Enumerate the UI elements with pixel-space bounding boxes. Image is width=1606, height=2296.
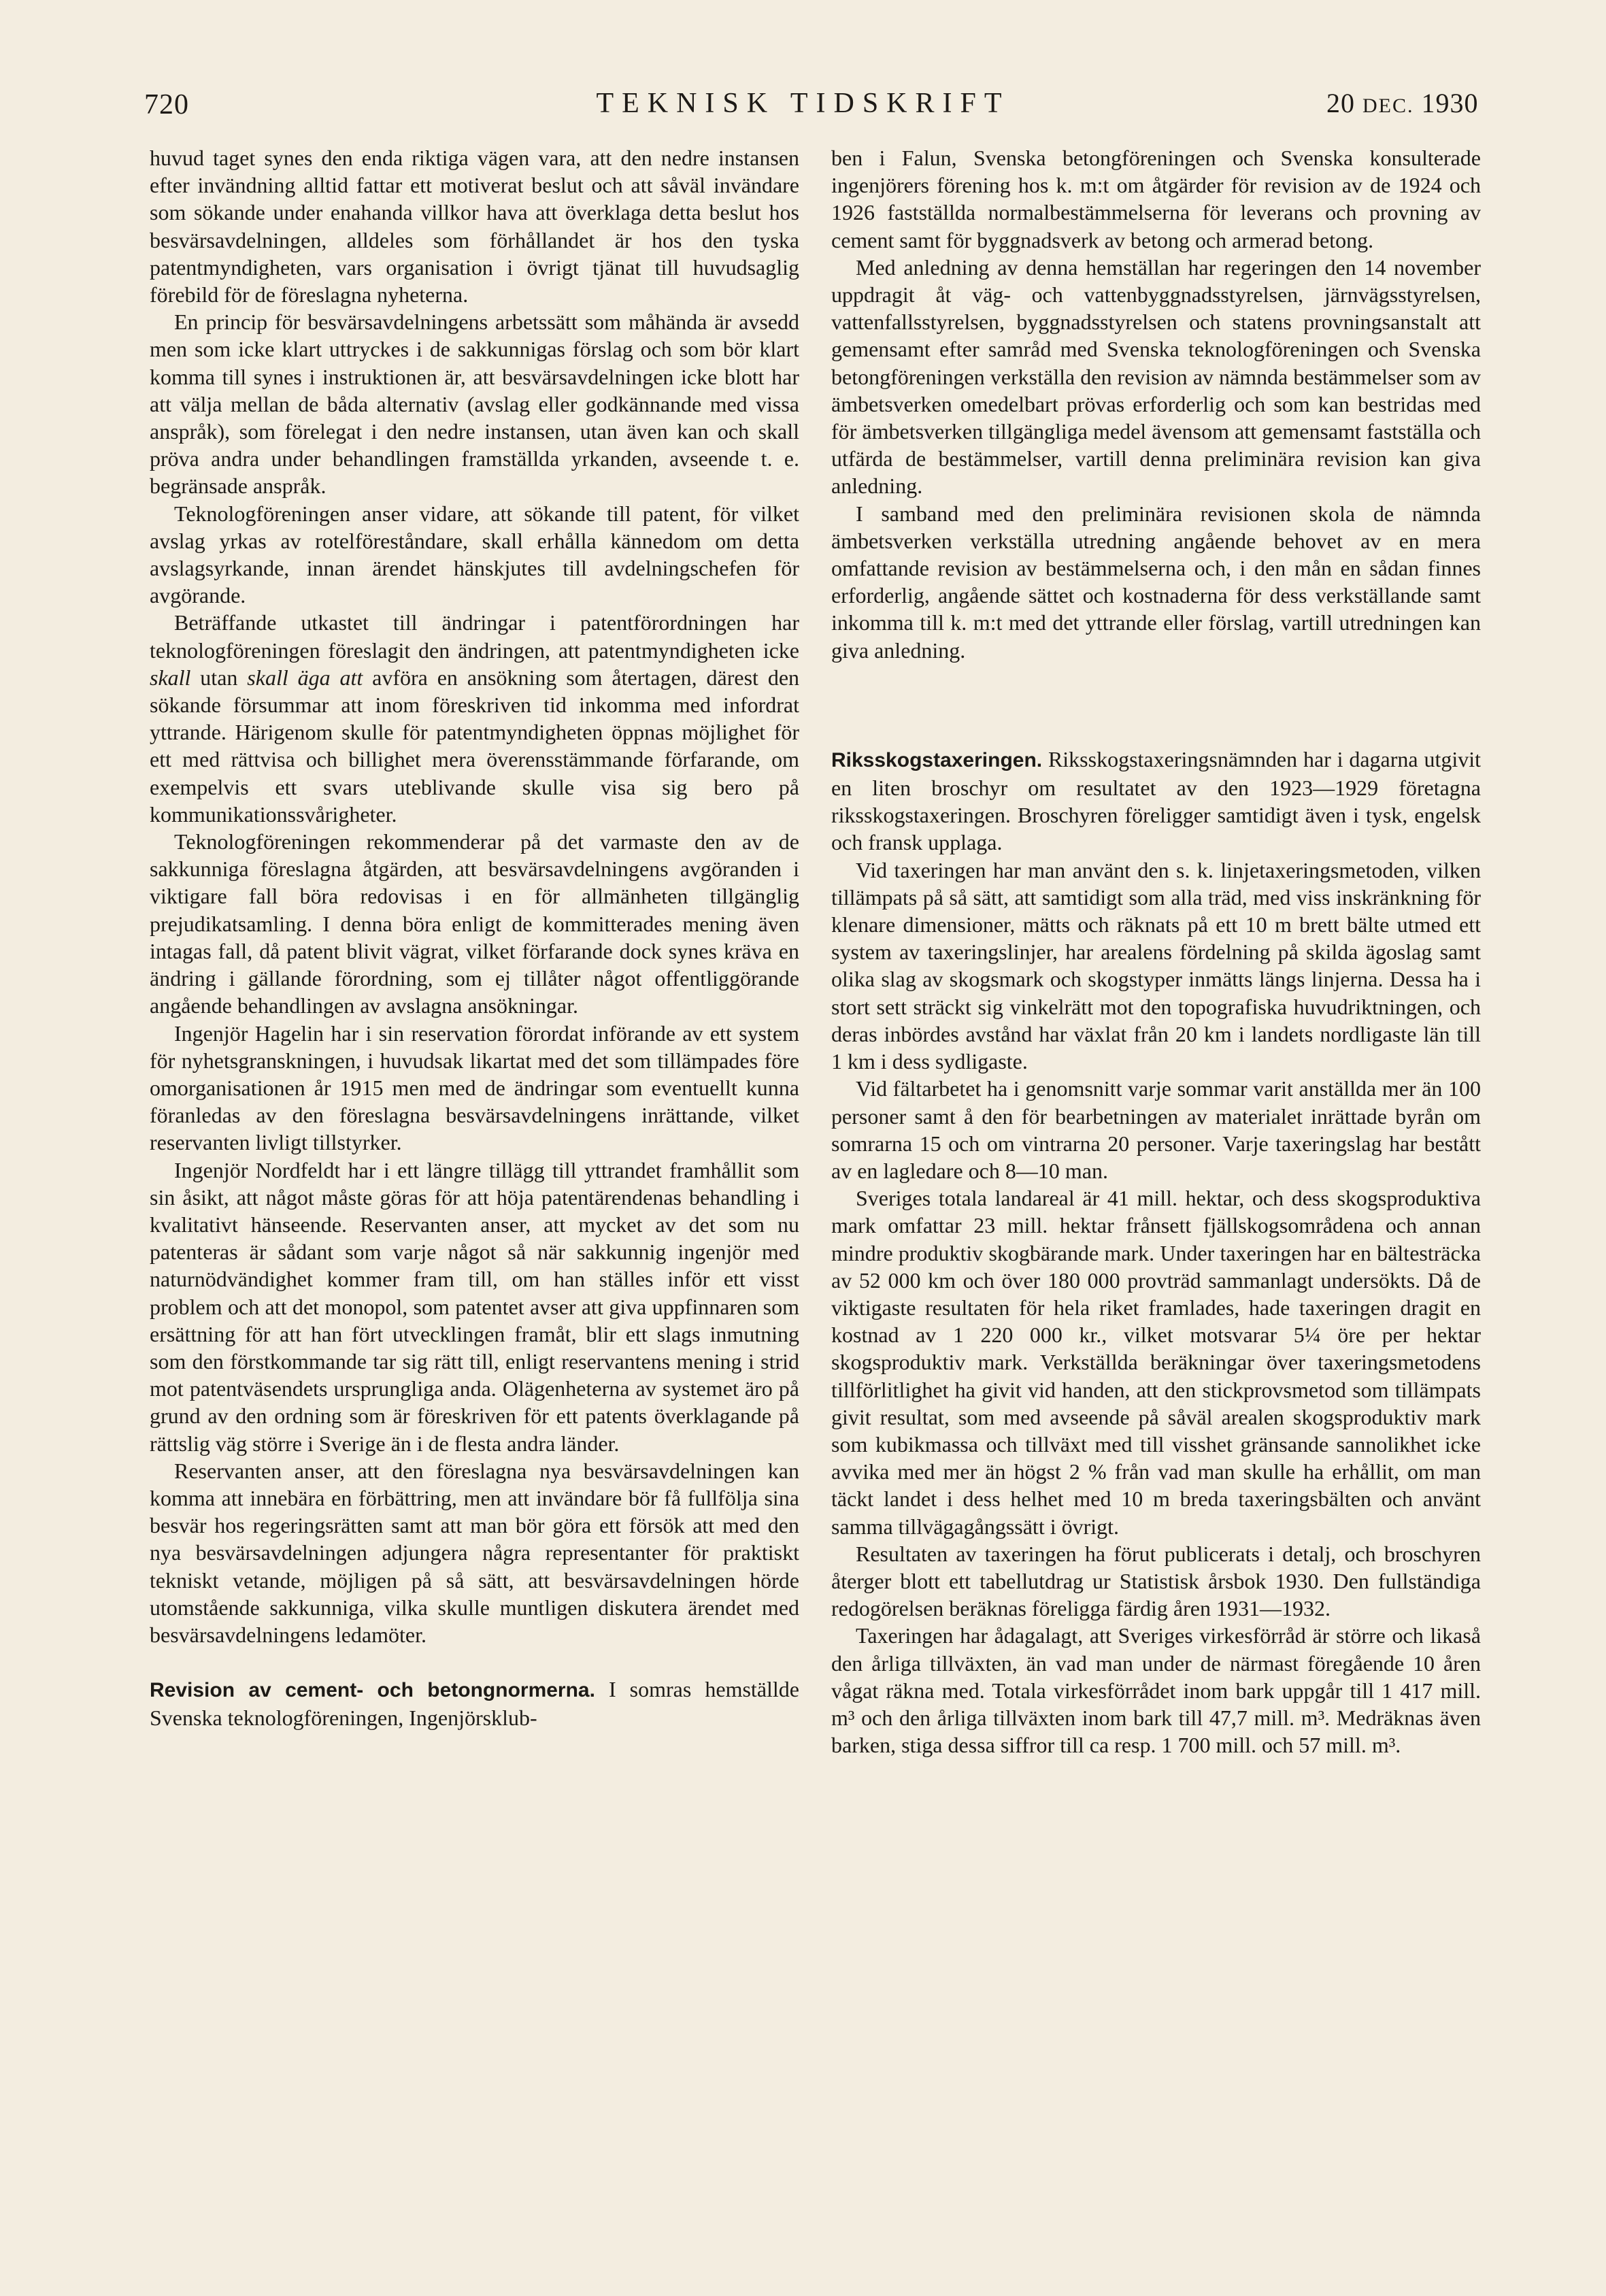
paragraph	[150, 609, 799, 828]
text-run: Beträffande utkastet till ändringar i patentförordningen har teknologföreningen föreslagit den ändringen, att patentmyndigheten icke	[150, 610, 799, 663]
spacer	[831, 664, 1481, 746]
section-text: Riksskogstaxeringsnämnden har i dagarna utgivit en liten broschyr om resultatet av den 1923—1929 företagna riksskogstaxeringen. Broschyren föreligger samtidigt även i tysk, engelsk och fransk upplaga.	[831, 746, 1481, 855]
paragraph: Sveriges totala landareal är 41 mill. hektar, och dess skogsproduktiva mark omfattar 23 mill. hektar frånsett fjällskogsområdena och annan mindre produktiv skogbärande mark. Under taxeringen har en bältesträcka av 52 000 km och över 180 000 provträd sammanlagt undersökts. Då de viktigaste resultaten för hela riket framlades, hade taxeringen dragit en kostnad av 1 220 000 kr., vilket motsvarar 5¼ öre per hektar skogsproduktiv mark. Verkställda beräkningar över taxeringsmetodens tillförlitlighet ha givit vid handen, att den stickprovsmetod som tillämpats givit resultat, som med avseende på såväl arealen skogsproduktiv mark som kubikmassa och tillväxt med till visshet gränsande sannolikhet icke avvika med mer än högst 2 % från vad man skulle ha erhållit, om man täckt landet i dess helhet med 10 m breda taxeringsbälten och använt samma tillvägagångssätt i övrigt.	[831, 1186, 1481, 1539]
section-text: I somras hemställde Svenska teknologföreningen, Ingenjörsklub-	[150, 1677, 800, 1731]
page-number: 720	[144, 89, 189, 120]
paragraph: Teknologföreningen rekommenderar på det varmaste den av de sakkunniga föreslagna åtgärden, att besvärsavdelningens avgöranden i viktigare fall böra redovisas i en för allmänheten tillgänglig prejudikatsamling. I denna böra enligt de kommitterades mening även intagas fall, då patent blivit vägrat, vilket förfarande dock synes kräva en ändring i gällande förordning, som ej tillåter något offentliggörande angående behandlingen av avslagna ansökningar.	[150, 829, 799, 1018]
issue-date-month: DEC.	[1362, 95, 1414, 117]
paragraph: Teknologföreningen anser vidare, att sökande till patent, för vilket avslag yrkas av rotelföreståndare, skall erhålla kännedom om detta avslagsyrkande, innan ärendet hänskjutes till avdelningschefen för avgörande.	[150, 501, 799, 608]
issue-date-year: 1930	[1421, 88, 1479, 118]
left-column	[150, 144, 799, 1732]
emphasis: skall äga att	[247, 665, 363, 690]
paragraph: Vid fältarbetet ha i genomsnitt varje sommar varit anställda mer än 100 personer samt å den för bearbetningen av materialet inrättade byrån om somrarna 15 och om vintrarna 20 personer. Varje taxeringslag har bestått av en lagledare och 8—10 man.	[831, 1076, 1481, 1183]
paragraph: Taxeringen har ådagalagt, att Sveriges virkesförråd är större och likaså den årliga tillväxten, än vad man under de närmast föregående 10 åren vågat räkna med. Totala virkesförrådet inom bark uppgår till 1 417 mill. m³ och den årliga tillväxten inom bark till 47,7 mill. m³. Medräknas även barken, stiga dessa siffror till ca resp. 1 700 mill. och 57 mill. m³.	[831, 1623, 1481, 1758]
right-column	[831, 144, 1481, 1759]
riksskog-section	[831, 746, 1481, 856]
journal-title: TEKNISK TIDSKRIFT	[596, 88, 1010, 119]
paragraph: Reservanten anser, att den föreslagna nya besvärsavdelningen kan komma att innebära en förbättring, men att invändare bör få fullfölja sina besvär hos regeringsrätten samt att man bör göra ett försök att med den nya besvärsavdelningen adjungera några representanter för praktiskt tekniskt vetande, möjligen på så sätt, att besvärsavdelningen hörde utomstående sakkunniga, vilka skulle muntligen diskutera ärendet med besvärsavdelningens ledamöter.	[150, 1458, 799, 1647]
paragraph: Resultaten av taxeringen ha förut publicerats i detalj, och broschyren återger blott ett tabellutdrag ur Statistisk årsbok 1930. Den fullständiga redogörelsen beräknas föreligga färdig åren 1931—1932.	[831, 1541, 1481, 1621]
paragraph: Vid taxeringen har man använt den s. k. linjetaxeringsmetoden, vilken tillämpats på så sätt, att samtidigt som alla träd, med viss inskränkning för klenare dimensioner, mätts och räknats på ett 10 m brett bälte utmed ett system av taxeringslinjer, har arealens fördelning på skilda ägoslag samt olika slag av skogsmark och skogstyper inmätts längs linjerna. Dessa ha i stort sett sträckt sig vinkelrätt mot den topografiska huvudriktningen, och deras inbördes avstånd har växlat från 20 km i landets nordligaste län till 1 km i dess sydligaste.	[831, 857, 1481, 1074]
paragraph: Med anledning av denna hemställan har regeringen den 14 november uppdragit åt väg- och vattenbyggnadsstyrelsen, järnvägsstyrelsen, vattenfallsstyrelsen, byggnadsstyrelsen och statens provningsanstalt att gemensamt efter samråd med Svenska teknologföreningen och Svenska betongföreningen verkställa den revision av nämnda bestämmelser som av ämbetsverken omedelbart prövas erforderlig och som kan bestridas med för ämbetsverken tillgängliga medel ävensom att gemensamt fastställa och utfärda de bestämmelser, vartill denna preliminära revision kan giva anledning.	[831, 254, 1481, 499]
issue-date	[1326, 87, 1479, 119]
paragraph: I samband med den preliminära revisionen skola de nämnda ämbetsverken verkställa utredning angående behovet av en mera omfattande revision av bestämmelserna och, i den mån en sådan finnes erforderlig, angående sättet och kostnaderna för dess verkställande samt inkomma till k. m:t med det yttrande eller förslag, vartill utredningen kan giva anledning.	[831, 501, 1481, 663]
emphasis: skall	[150, 665, 191, 690]
paragraph: Ingenjör Nordfeldt har i ett längre tillägg till yttrandet framhållit som sin åsikt, att något måste göras för att höja patentärendenas behandling i kvalitativt hänseende. Reservanten anser, att mycket av det som nu patenteras är sådant som varje något så när sakkunnig ingenjör med naturnödvändighet kommer fram till, om han ställes inför ett visst problem och att det monopol, som patentet avser att giva uppfinnaren som ersättning för att han fört utvecklingen framåt, blir ett slags inmutning som den förstkommande tar sig rätt till, enligt reservantens mening i strid mot patentväsendets ursprungliga anda. Olägenheterna av systemet äro på grund av den ordning som är föreskriven för ett patents överklagande på rättslig väg större i Sverige än i de flesta andra länder.	[150, 1157, 799, 1456]
revision-section	[150, 1676, 799, 1731]
text-run: utan	[190, 665, 248, 690]
spacer	[150, 1648, 799, 1676]
paragraph: Ingenjör Hagelin har i sin reservation förordat införande av ett system för nyhetsgranskningen, i huvudsak likartat med det som tillämpades före omorganisationen år 1915 men med de ändringar som eventuellt kunna föranledas av den föreslagna besvärsavdelningens inrättande, vilket reservanten livligt tillstyrker.	[150, 1020, 799, 1155]
section-heading: Revision av cement- och betongnormerna.	[150, 1679, 595, 1702]
paragraph: ben i Falun, Svenska betongföreningen och Svenska konsulterade ingenjörers förening hos k. m:t om åtgärder för revision av de 1924 och 1926 fastställda normalbestämmelserna för leverans och provning av cement samt för byggnadsverk av betong och armerad betong.	[831, 146, 1481, 252]
text-run: avföra en ansökning som återtagen, därest den sökande försummar att inom föreskriven tid inkomma med infordrat yttrande. Härigenom skulle för patentmyndigheten öppnas möjlighet för ett med rättvisa och billighet mera överensstämmande förfarande, om exempelvis ett svars uteblivande skulle visa sig bero på kommunikationssvårigheter.	[150, 665, 800, 827]
section-heading: Riksskogstaxeringen.	[831, 748, 1043, 771]
paragraph: huvud taget synes den enda riktiga vägen vara, att den nedre instansen efter invändning alltid fattar ett motiverat beslut och att såväl invändare som sökande under enahanda villkor hava att överklaga detta beslut hos besvärsavdelningen, alldeles som förhållandet är hos den tyska patentmyndigheten, vars organisation i övrigt tjänat till huvudsaglig förebild för de föreslagna nyheterna.	[150, 146, 799, 307]
paragraph: En princip för besvärsavdelningens arbetssätt som måhända är avsedd men som icke klart uttryckes i de sakkunnigas förslag och som bör klart komma till synes i instruktionen är, att besvärsavdelningen icke blott har att välja mellan de båda alternativ (avslag eller godkännande med vissa anspråk), som förelegat i den nedre instansen, utan även kan och skall pröva andra under behandlingen framställda yrkanden, avseende t. e. begränsade anspråk.	[150, 310, 799, 499]
issue-date-day: 20	[1326, 88, 1355, 118]
